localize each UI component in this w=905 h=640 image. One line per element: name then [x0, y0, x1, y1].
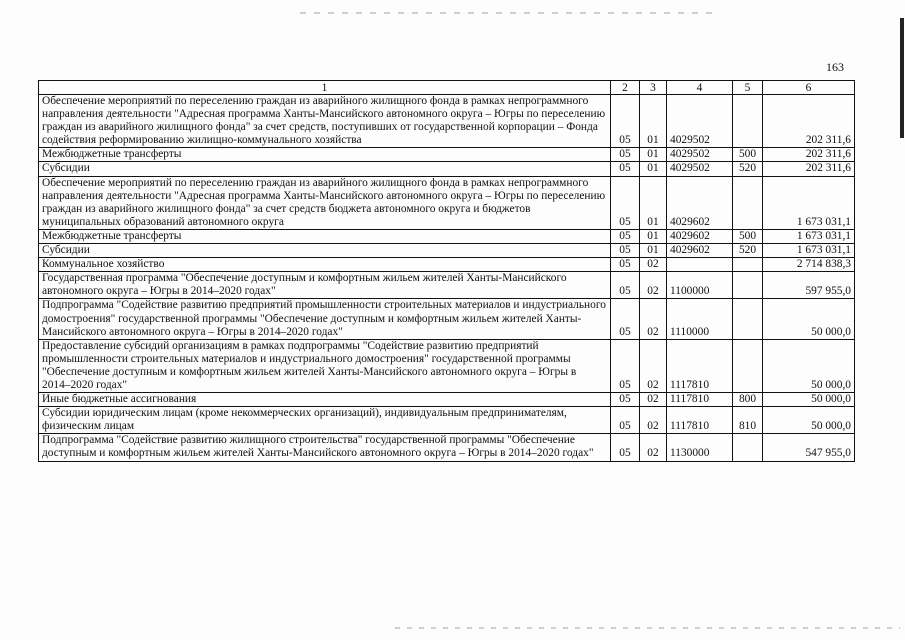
row-target-code: 1117810 — [667, 339, 733, 392]
row-section: 05 — [611, 244, 640, 258]
row-description: Субсидии юридическим лицам (кроме некоммерческих организаций), индивидуальным предпринимателям, физическим лицам — [39, 407, 611, 434]
row-amount: 1 673 031,1 — [763, 244, 855, 258]
row-subsection: 02 — [640, 393, 667, 407]
column-header-3: 3 — [640, 81, 667, 95]
scan-edge-mark — [900, 18, 904, 138]
row-section: 05 — [611, 95, 640, 148]
row-description: Межбюджетные трансферты — [39, 148, 611, 162]
row-expense-type — [733, 176, 763, 229]
row-subsection: 02 — [640, 272, 667, 299]
row-expense-type: 500 — [733, 148, 763, 162]
row-target-code: 1110000 — [667, 299, 733, 339]
row-expense-type — [733, 272, 763, 299]
row-subsection: 02 — [640, 434, 667, 461]
row-section: 05 — [611, 176, 640, 229]
row-subsection: 01 — [640, 148, 667, 162]
row-description: Коммунальное хозяйство — [39, 258, 611, 272]
row-expense-type — [733, 258, 763, 272]
row-section: 05 — [611, 393, 640, 407]
table-row — [39, 434, 855, 461]
row-amount: 547 955,0 — [763, 434, 855, 461]
row-description: Субсидии — [39, 162, 611, 176]
page-number: 163 — [826, 60, 844, 74]
row-target-code: 1100000 — [667, 272, 733, 299]
row-target-code: 4029502 — [667, 95, 733, 148]
row-amount: 202 311,6 — [763, 95, 855, 148]
row-subsection: 02 — [640, 407, 667, 434]
row-description: Подпрограмма "Содействие развитию жилищного строительства" государственной программы "Обеспечение доступным и комфортным жильем жителей Ханты-Мансийского автономного округа – Югры в 2014–2020 годах" — [39, 434, 611, 461]
row-target-code: 4029602 — [667, 244, 733, 258]
row-amount: 1 673 031,1 — [763, 229, 855, 243]
row-amount: 2 714 838,3 — [763, 258, 855, 272]
table-row — [39, 162, 855, 176]
row-expense-type: 800 — [733, 393, 763, 407]
row-expense-type — [733, 95, 763, 148]
row-amount: 50 000,0 — [763, 407, 855, 434]
table-row — [39, 299, 855, 339]
row-section: 05 — [611, 299, 640, 339]
table-row — [39, 229, 855, 243]
table-row — [39, 272, 855, 299]
row-description: Межбюджетные трансферты — [39, 229, 611, 243]
row-expense-type: 810 — [733, 407, 763, 434]
row-target-code: 4029602 — [667, 176, 733, 229]
row-subsection: 01 — [640, 162, 667, 176]
table-row — [39, 407, 855, 434]
column-header-2: 2 — [611, 81, 640, 95]
row-section: 05 — [611, 229, 640, 243]
row-section: 05 — [611, 339, 640, 392]
row-subsection: 01 — [640, 229, 667, 243]
row-section: 05 — [611, 148, 640, 162]
row-amount: 1 673 031,1 — [763, 176, 855, 229]
row-target-code: 4029502 — [667, 148, 733, 162]
row-expense-type: 520 — [733, 162, 763, 176]
row-expense-type — [733, 434, 763, 461]
row-description: Подпрограмма "Содействие развитию предприятий промышленности строительных материалов и индустриального домостроения" государственной программы "Обеспечение доступным и комфортным жильем жителей Ханты-Мансийского автономного округа – Югры в 2014–2020 годах" — [39, 299, 611, 339]
row-subsection: 01 — [640, 244, 667, 258]
scan-noise-bottom — [395, 627, 900, 629]
table-row — [39, 258, 855, 272]
row-amount: 50 000,0 — [763, 339, 855, 392]
table-row — [39, 244, 855, 258]
row-expense-type: 520 — [733, 244, 763, 258]
row-description: Обеспечение мероприятий по переселению граждан из аварийного жилищного фонда в рамках непрограммного направления деятельности "Адресная программа Ханты-Мансийского автономного округа – Югры по переселению граждан из аварийного жилищного фонда" за счет средств бюджета автономного округа и бюджетов муниципальных образований автономного округа — [39, 176, 611, 229]
row-description: Субсидии — [39, 244, 611, 258]
row-amount: 50 000,0 — [763, 299, 855, 339]
column-header-1: 1 — [39, 81, 611, 95]
row-expense-type — [733, 299, 763, 339]
row-target-code — [667, 258, 733, 272]
row-expense-type — [733, 339, 763, 392]
table-row — [39, 393, 855, 407]
row-section: 05 — [611, 407, 640, 434]
column-header-5: 5 — [733, 81, 763, 95]
row-target-code: 4029602 — [667, 229, 733, 243]
table-row — [39, 95, 855, 148]
row-target-code: 1117810 — [667, 407, 733, 434]
row-section: 05 — [611, 434, 640, 461]
column-header-6: 6 — [763, 81, 855, 95]
row-description: Государственная программа "Обеспечение доступным и комфортным жильем жителей Ханты-Мансийского автономного округа – Югры в 2014–2020 годах" — [39, 272, 611, 299]
row-target-code: 1130000 — [667, 434, 733, 461]
row-description: Иные бюджетные ассигнования — [39, 393, 611, 407]
table-row — [39, 339, 855, 392]
row-expense-type: 500 — [733, 229, 763, 243]
column-header-4: 4 — [667, 81, 733, 95]
table-row — [39, 148, 855, 162]
row-subsection: 02 — [640, 299, 667, 339]
row-description: Обеспечение мероприятий по переселению граждан из аварийного жилищного фонда в рамках непрограммного направления деятельности "Адресная программа Ханты-Мансийского автономного округа – Югры по переселению граждан из аварийного жилищного фонда" за счет средств, поступивших от государственной корпорации – Фонда содействия реформированию жилищно-коммунального хозяйства — [39, 95, 611, 148]
row-subsection: 02 — [640, 258, 667, 272]
table-header-row — [39, 81, 855, 95]
row-amount: 202 311,6 — [763, 162, 855, 176]
row-section: 05 — [611, 162, 640, 176]
row-target-code: 4029502 — [667, 162, 733, 176]
row-amount: 597 955,0 — [763, 272, 855, 299]
row-subsection: 01 — [640, 95, 667, 148]
row-section: 05 — [611, 272, 640, 299]
row-subsection: 02 — [640, 339, 667, 392]
row-subsection: 01 — [640, 176, 667, 229]
row-target-code: 1117810 — [667, 393, 733, 407]
budget-table — [38, 80, 855, 462]
row-amount: 50 000,0 — [763, 393, 855, 407]
row-amount: 202 311,6 — [763, 148, 855, 162]
row-description: Предоставление субсидий организациям в рамках подпрограммы "Содействие развитию предприятий промышленности строительных материалов и индустриального домостроения" государственной программы "Обеспечение доступным и комфортным жильем жителей Ханты-Мансийского автономного округа – Югры в 2014–2020 годах" — [39, 339, 611, 392]
table-row — [39, 176, 855, 229]
row-section: 05 — [611, 258, 640, 272]
scan-noise-top — [300, 12, 720, 14]
